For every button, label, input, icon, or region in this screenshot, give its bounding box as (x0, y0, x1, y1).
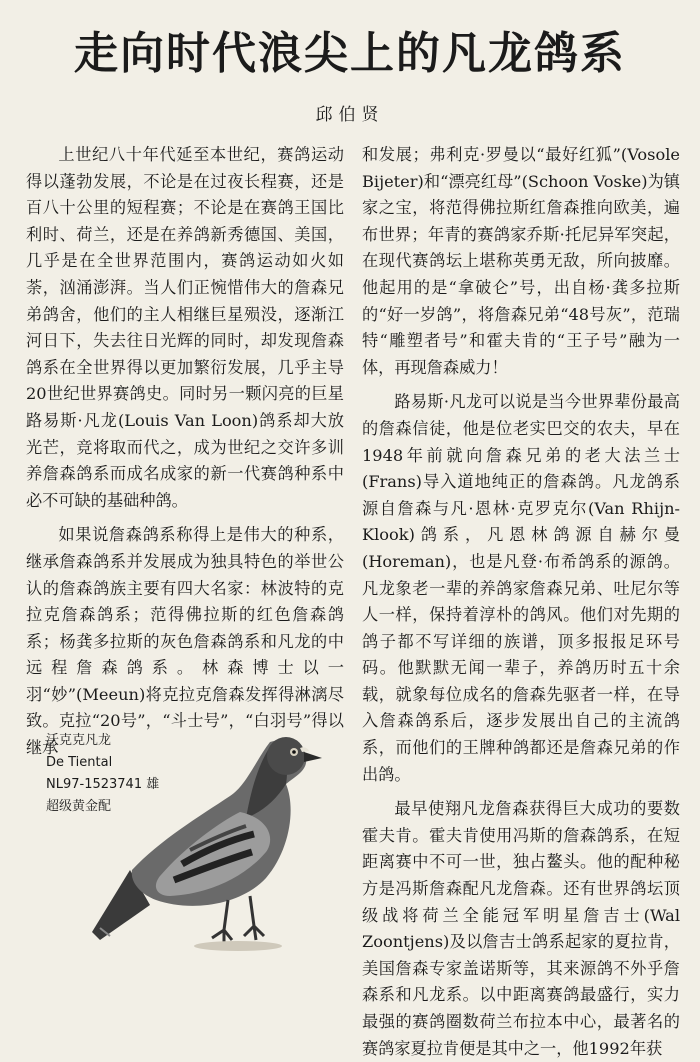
caption-pigeon-alias: De Tiental (46, 755, 113, 770)
article-title: 走向时代浪尖上的凡龙鸽系 (74, 28, 626, 79)
right-column (362, 142, 680, 1062)
caption-pairing: 超级黄金配 (46, 799, 112, 814)
pigeon-illustration-icon (90, 700, 340, 962)
left-column (26, 142, 344, 762)
left-paragraph-1: 上世纪八十年代延至本世纪，赛鸽运动得以蓬勃发展，不论是在过夜长程赛，还是百八十公里的短程赛；不论是在赛鸽王国比利时、荷兰，还是在养鸽新秀德国、美国，几乎是在全世界范围内，赛鸽运动如火如荼，汹涌澎湃。当人们正惋惜伟大的詹森兄弟鸽舍，他们的主人相继巨星殒没，逐渐江河日下，失去往日光辉的同时，却发现詹森鸽系在全世界得以更加繁衍发展，几乎主导20世纪世界赛鸽史。同时另一颗闪亮的巨星路易斯·凡龙(Louis Van Loon)鸽系却大放光芒，竞将取而代之，成为世纪之交许多训养詹森鸽系而成名成家的新一代赛鸽种系中必不可缺的基础种鸽。 (26, 145, 344, 510)
right-paragraph-1: 和发展；弗利克·罗曼以“最好红狐”(Vosole Bijeter)和“漂亮红母”(Schoon Voske)为镇家之宝，将范得佛拉斯红詹森推向欧美，遍布世界；年青的赛鸽家乔斯·托尼异军突起，在现代赛鸽坛上堪称英勇无敌，所向披靡。他起用的是“拿破仑”号，出自杨·龚多拉斯的“好一岁鸽”，将詹森兄弟“48号灰”，范瑞特“雕塑者号”和霍夫肯的“王子号”融为一体，再现詹森威力！ (362, 145, 680, 377)
caption-ring-number: NL97-1523741 雄 (46, 777, 160, 792)
article-author: 邱伯贤 (315, 105, 385, 125)
right-paragraph-2: 路易斯·凡龙可以说是当今世界辈份最高的詹森信徒，他是位老实巴交的农夫，早在1948年前就向詹森兄弟的老大法兰士(Frans)导入道地纯正的詹森鸽。凡龙鸽系源自詹森与凡·恩林·克罗克尔(Van Rhijn-Klook)鸽系，凡恩林鸽源自赫尔曼(Horeman)，也是凡登·布希鸽系的源鸽。凡龙象老一辈的养鸽家詹森兄弟、吐尼尔等人一样，保持着淳朴的鸽风。他们对先期的鸽子都不写详细的族谱，顶多报报足环号码。他默默无闻一辈子，养鸽历时五十余载，就象每位成名的詹森先驱者一样，在导入詹森鸽系后，逐步发展出自己的主流鸽系，而他们的王牌种鸽都还是詹森兄弟的作出鸽。 (362, 392, 680, 784)
right-paragraph-3: 最早使翔凡龙詹森获得巨大成功的要数霍夫肯。霍夫肯使用冯斯的詹森鸽系，在短距离赛中不可一世，独占鳌头。他的配种秘方是冯斯詹森配凡龙詹森。还有世界鸽坛顶级战将荷兰全能冠军明星詹吉士(Wal Zoontjens)及以詹吉士鸽系起家的夏拉肯，美国詹森专家盖诺斯等，其来源鸽不外乎詹森系和凡龙系。以中距离赛鸽最盛行，实力最强的赛鸽圈数荷兰布拉本中心，最著名的赛鸽家夏拉肯便是其中之一，他1992年获 (362, 799, 680, 1058)
caption-pigeon-name: 沃克克凡龙 (46, 733, 112, 748)
left-paragraph-2: 如果说詹森鸽系称得上是伟大的种系，继承詹森鸽系并发展成为独具特色的举世公认的詹森鸽族主要有四大名家：林波特的克拉克詹森鸽系；范得佛拉斯的红色詹森鸽系；杨龚多拉斯的灰色詹森鸽系和凡龙的中远程詹森鸽系。林森博士以一羽“妙”(Meeun)将克拉克詹森发挥得淋漓尽致。克拉“20号”，“斗士号”，“白羽号”得以继承 (26, 525, 344, 758)
